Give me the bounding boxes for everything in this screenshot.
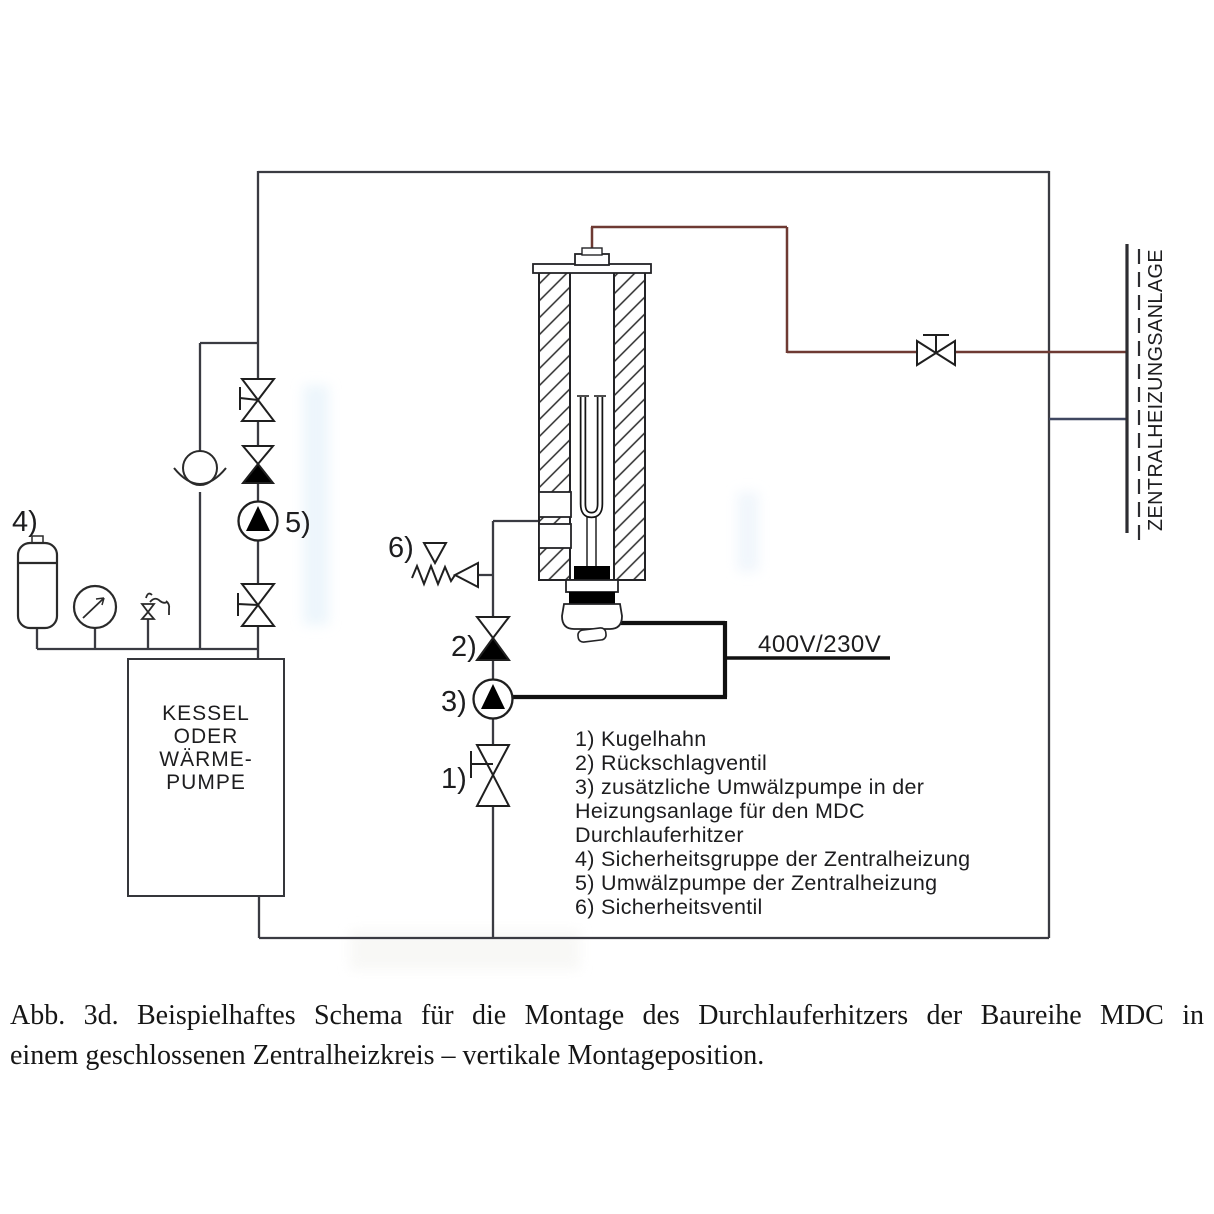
ball-valve-top-icon [240, 379, 274, 421]
check-valve-left-icon [243, 446, 273, 483]
kessel-line-3: WÄRME- [159, 748, 253, 771]
pipe-heater-outlet [591, 227, 1127, 353]
heater-cap-tab [577, 627, 606, 642]
pipe-safety-group [37, 618, 258, 649]
ball-valve-left-lower-icon [238, 584, 274, 626]
legend-line-6: 4) Sicherheitsgruppe der Zentralheizung [575, 847, 971, 871]
legend-line-7: 5) Umwälzpumpe der Zentralheizung [575, 871, 938, 895]
air-vent-icon [142, 594, 169, 619]
figure-caption [10, 996, 1204, 1076]
zentralheizung-label: ZENTRALHEIZUNGSANLAGE [1145, 244, 1167, 531]
pipe-heater-inlet [478, 521, 539, 938]
caption-line-1: Abb. 3d. Beispielhaftes Schema für die Montage des Durchlauferhitzers der Baureihe MDC in [10, 1000, 1204, 1031]
legend-line-4: Heizungsanlage für den MDC [575, 799, 865, 823]
kessel-line-2: ODER [173, 725, 239, 748]
callout-2: 2) [451, 631, 477, 663]
callout-1: 1) [441, 763, 467, 795]
voltage-label: 400V/230V [758, 631, 882, 658]
legend-line-3: 3) zusätzliche Umwälzpumpe in der [575, 775, 925, 799]
air-separator-icon [174, 451, 226, 485]
ball-valve-1-icon [471, 745, 509, 806]
callout-5: 5) [285, 507, 311, 539]
safety-valve-icon [412, 543, 478, 587]
legend [575, 727, 970, 919]
hot-pipe [591, 227, 1127, 353]
zentralheizung-bar [1127, 244, 1167, 541]
legend-line-8: 6) Sicherheitsventil [575, 895, 763, 919]
callout-6: 6) [388, 532, 414, 564]
pressure-gauge-icon [74, 586, 116, 628]
callout-4: 4) [12, 506, 38, 538]
heater-nozzle-top [582, 248, 602, 255]
legend-line-1: 1) Kugelhahn [575, 727, 707, 751]
callout-3: 3) [441, 686, 467, 718]
pump-5-icon [239, 502, 278, 541]
durchlauferhitzer [533, 248, 651, 643]
caption-line-2: einem geschlossenen Zentralheizkreis – vertikale Montageposition. [10, 1040, 765, 1071]
check-valve-2-icon [477, 617, 509, 660]
heater-inner-tube [570, 272, 614, 580]
shutoff-valve-icon [917, 335, 955, 365]
legend-line-5: Durchlauferhitzer [575, 823, 744, 847]
kessel-line-1: KESSEL [162, 702, 250, 725]
expansion-vessel-icon [18, 536, 57, 628]
heater-cap [562, 604, 622, 629]
kessel-line-4: PUMPE [166, 771, 246, 794]
legend-line-2: 2) Rückschlagventil [575, 751, 768, 775]
pump-3-icon [474, 680, 513, 719]
kessel-box [128, 659, 284, 896]
